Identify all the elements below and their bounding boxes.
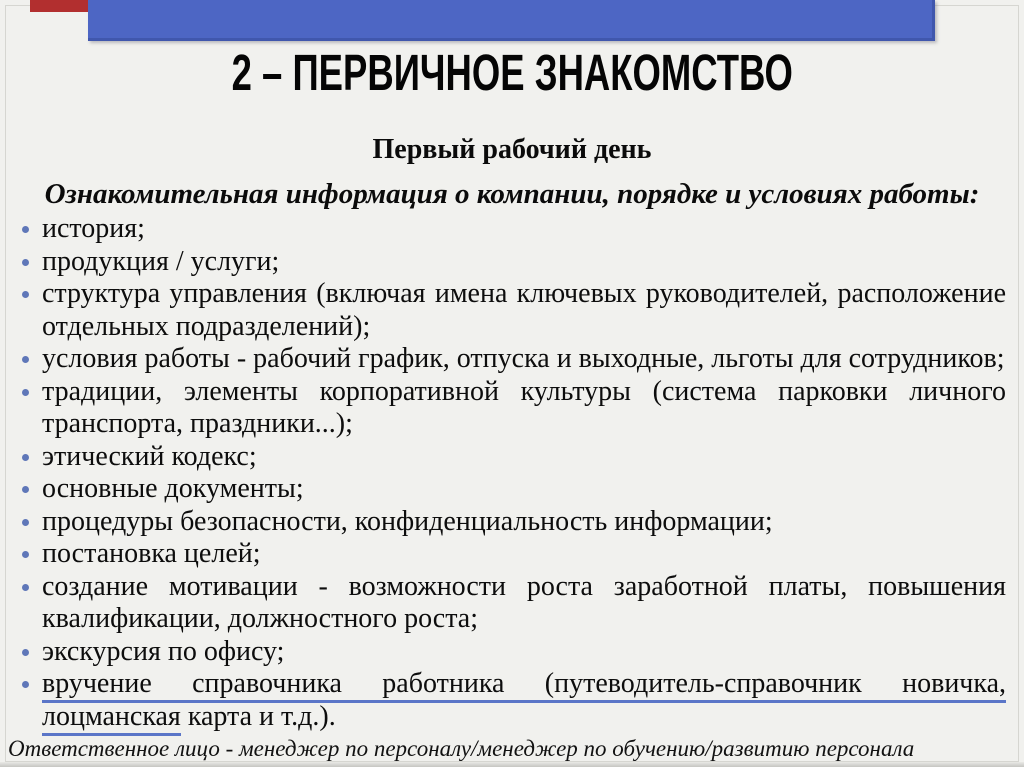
bullet-item-security: процедуры безопасности, конфиденциальность информации; <box>14 506 1006 539</box>
bullet-item-structure: структура управления (включая имена ключевых руководителей, расположение отдельных подразделений); <box>14 278 1006 343</box>
slide-subtitle: Первый рабочий день <box>372 134 652 165</box>
bullet-item-work-conditions: условия работы - рабочий график, отпуска и выходные, льготы для сотрудников; <box>14 343 1006 376</box>
slide-bottom-edge <box>0 762 1024 767</box>
bullet-item-main-documents: основные документы; <box>14 473 1006 506</box>
bullet-item-traditions: традиции, элементы корпоративной культуры (система парковки личного транспорта, праздники...); <box>14 376 1006 441</box>
handbook-tail-text: карта и т.д.). <box>187 700 336 732</box>
bullet-item-goal-setting: постановка целей; <box>14 538 1006 571</box>
bullet-item-products: продукция / услуги; <box>14 246 1006 279</box>
responsible-person-note: Ответственное лицо - менеджер по персоналу/менеджер по обучению/развитию персонала <box>8 736 915 761</box>
bullet-list <box>14 213 1006 733</box>
bullet-item-office-tour: экскурсия по офису; <box>14 636 1006 669</box>
bullet-item-history: история; <box>14 213 1006 246</box>
bullet-item-handbook <box>14 668 1006 733</box>
blue-header-bar <box>88 0 935 41</box>
slide-title <box>0 46 1024 101</box>
handbook-underlined-text: вручение справочника работника (путеводитель-справочник новичка, лоцманская <box>42 668 1006 736</box>
lead-line: Ознакомительная информация о компании, порядке и условиях работы: <box>44 178 980 210</box>
red-accent-bar <box>30 0 88 12</box>
bullet-item-ethics-code: этический кодекс; <box>14 441 1006 474</box>
bullet-item-motivation: создание мотивации - возможности роста заработной платы, повышения квалификации, должностного роста; <box>14 571 1006 636</box>
slide-title-text: 2 – ПЕРВИЧНОЕ ЗНАКОМСТВО <box>231 45 793 102</box>
